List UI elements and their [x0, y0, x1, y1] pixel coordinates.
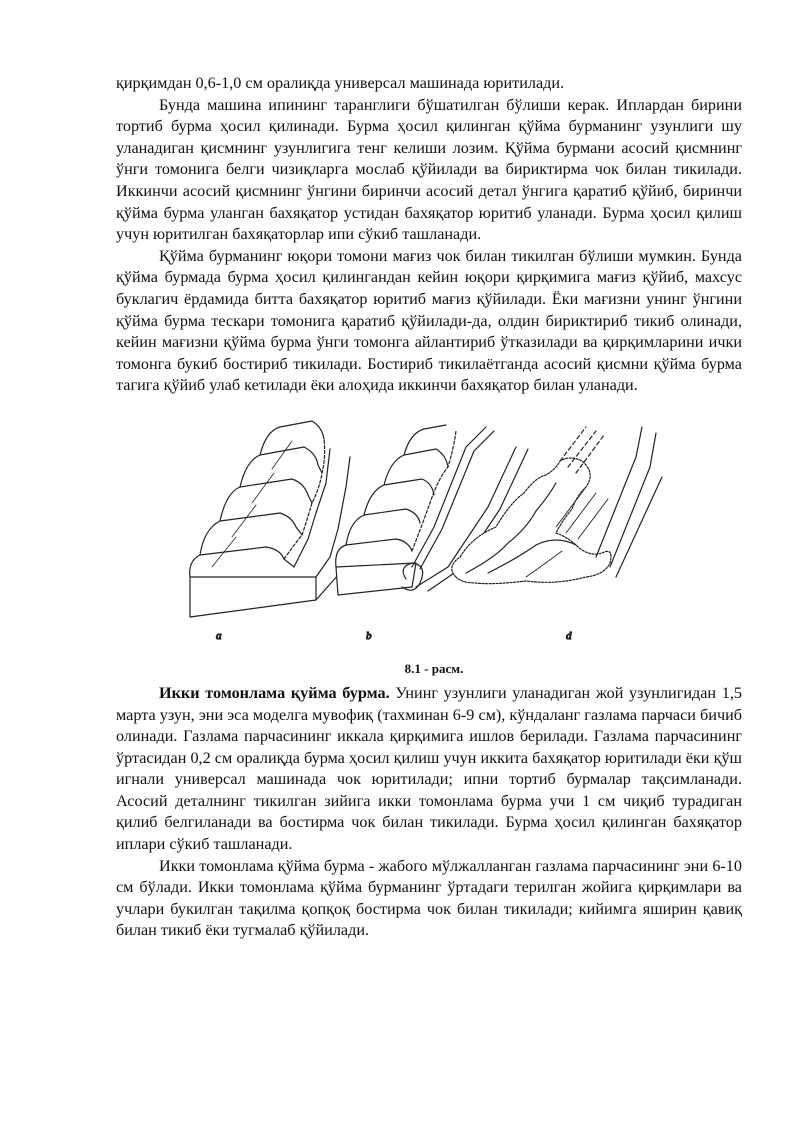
- figure-label-d: d: [566, 629, 572, 642]
- paragraph-2: Бунда машина ипининг таранглиги бўшатилган бўлиши керак. Иплардан бирини тортиб бурма ҳосил қилинади. Бурма ҳосил қилинган қўйма бурманинг узунлиги шу уланадиган қисмнинг узунлигига тенг келиши лозим. Қўйма бурмани асосий қисмнинг ўнги томонига белги чизиқларга мослаб қўйилади ва бириктирма чок билан тикилади. Иккинчи асосий қисмнинг ўнгини биринчи асосий детал ўнгига қаратиб қўйиб, биринчи қўйма бурма уланган бахяқатор устидан бахяқатор юритиб уланади. Бурма ҳосил қилиш учун юритилган бахяқаторлар ипи сўкиб ташланади.: [116, 95, 742, 244]
- paragraph-3: Қўйма бурманинг юқори томони мағиз чок билан тикилган бўлиши мумкин. Бунда қўйма бурмада бурма ҳосил қилингандан кейин юқори қирқимига мағиз қўйиб, махсус буклагич ёрдамида битта бахяқатор юритиб мағиз қўйилади. Ёки мағизни унинг ўнгини қўйма бурма тескари томонига қаратиб қўйилади-да, олдин бириктириб тикиб олинади, кейин мағизни қўйма бурма ўнги томонга айлантириб ўтказилади ва қирқимларини ички томонга букиб бостириб тикилади. Бостириб тикилаётганда асосий қисмни қўйма бурма тагига қўйиб улаб кетилади ёки алоҳида иккинчи бахяқатор билан уланади.: [116, 246, 742, 395]
- paragraph-1: қирқимдан 0,6-1,0 см оралиқда универсал машинада юритилади.: [116, 74, 565, 92]
- paragraph-5: Икки томонлама қўйма бурма - жабого мўлжалланган газлама парчасининг эни 6-10 см бўлади. Икки томонлама қўйма бурманинг ўртадаги терилган жойига қирқимлари ва учлари букилган тақилма қопқоқ бостирма чок билан тикилади; кийимга яширин қавиқ билан тикиб ёки тугмалаб қўйилади.: [116, 856, 742, 940]
- paragraph-4-lead: Икки томонлама қуйма бурма.: [159, 683, 390, 702]
- paragraph-4: [116, 683, 742, 856]
- drawing-a: [190, 421, 350, 642]
- figure-8-1: [116, 417, 742, 653]
- drawing-d: [452, 427, 662, 642]
- ruffle-illustrations: [116, 417, 742, 653]
- figure-caption: 8.1 - расм.: [404, 660, 464, 676]
- figure-label-a: a: [216, 629, 222, 642]
- document-page: [116, 73, 742, 942]
- figure-label-b: b: [366, 629, 372, 642]
- paragraph-4-body: Унинг узунлиги уланадиган жой узунлигидан 1,5 марта узун, эни эса моделга мувофиқ (тахминан 6-9 см), кўндаланг газлама парчаси бичиб олинади. Газлама парчасининг иккала қирқимига ишлов берилади. Газлама парчасининг ўртасидан 0,2 см оралиқда бурма ҳосил қилиш учун иккита бахяқатор юритилади ёки қўш игнали универсал машинада чок юритилади; ипни тортиб бурмалар тақсимланади. Асосий деталнинг тикилган зийига икки томонлама бурма учи 1 см чиқиб турадиган қилиб белгиланади ва бостирма чок билан тикилади. Бурма ҳосил қилинган бахяқатор иплари сўкиб ташланади.: [116, 683, 742, 854]
